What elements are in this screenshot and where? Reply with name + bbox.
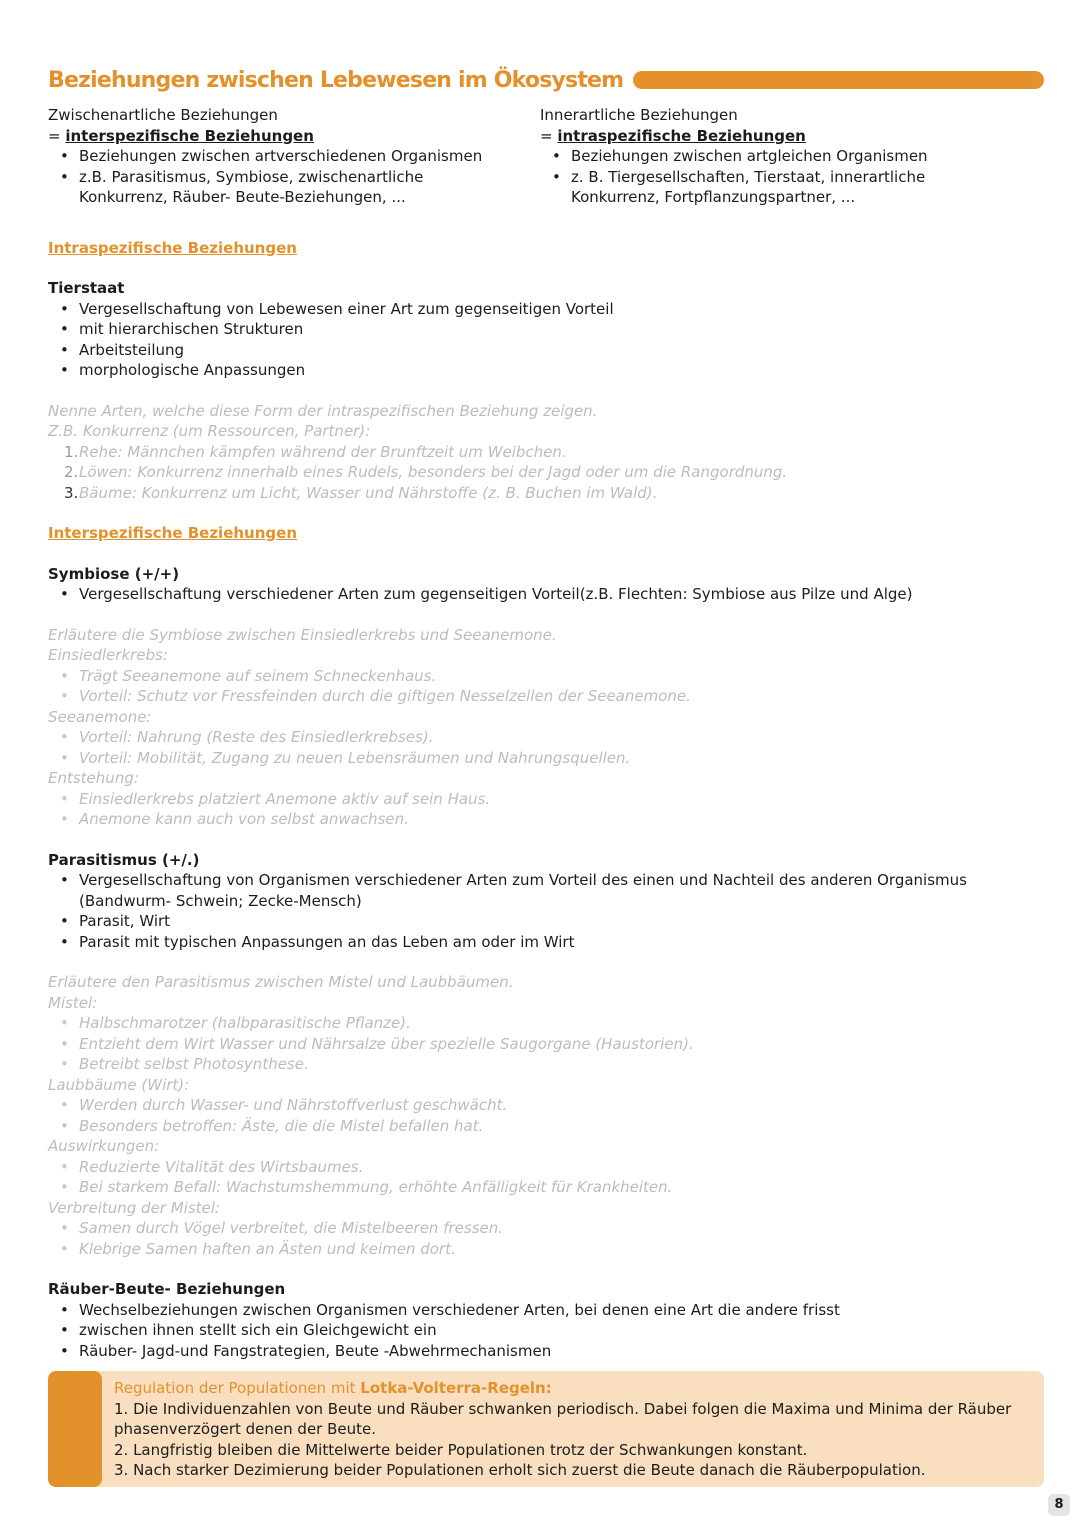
right-col-term-line <box>540 126 1032 147</box>
subheading: Auswirkungen: <box>48 1137 160 1155</box>
list-item: • Anemone kann auch von selbst anwachsen. <box>79 809 1044 830</box>
list-item <box>64 442 1044 463</box>
list-item: • Vorteil: Nahrung (Reste des Einsiedlerkrebses). <box>79 727 1044 748</box>
item-number: 2. <box>64 463 79 481</box>
item-text: Bäume: Konkurrenz um Licht, Wasser und Nährstoffe (z. B. Buchen im Wald). <box>79 483 658 502</box>
subheading: Entstehung: <box>48 769 139 787</box>
list-item: • Vergesellschaftung von Organismen verschiedener Arten zum Vorteil des einen und Nachteil des anderen Organismus <box>79 870 1044 891</box>
subheading: Laubbäume (Wirt): <box>48 1075 190 1094</box>
left-column <box>48 105 540 208</box>
list-item: • Trägt Seeanemone auf seinem Schneckenhaus. <box>79 666 1044 687</box>
heading-symbiose: Symbiose (+/+) <box>48 564 180 583</box>
list-item-continuation: Konkurrenz, Fortpflanzungspartner, ... <box>571 188 856 206</box>
rule-1-continuation: phasenverzögert denen der Beute. <box>114 1420 377 1438</box>
subheading: Seeanemone: <box>48 707 152 726</box>
heading-parasitismus: Parasitismus (+/.) <box>48 850 200 869</box>
answer-list <box>48 1157 1044 1198</box>
lotka-volterra-box <box>48 1371 1044 1487</box>
subheading: Mistel: <box>48 993 98 1012</box>
list-item: • Besonders betroffen: Äste, die die Mistel befallen hat. <box>79 1116 1044 1137</box>
list-item: • Klebrige Samen haften an Ästen und keimen dort. <box>79 1239 1044 1260</box>
right-col-term: intraspezifische Beziehungen <box>557 126 806 145</box>
left-col-eq: = <box>48 126 66 145</box>
list-item: • Vergesellschaftung von Lebewesen einer Art zum gegenseitigen Vorteil <box>79 299 1044 320</box>
left-col-list <box>48 146 540 208</box>
right-col-eq: = <box>540 126 558 145</box>
list-item-continuation: Konkurrenz, Räuber- Beute-Beziehungen, ... <box>79 188 406 206</box>
list-item: • Samen durch Vögel verbreitet, die Mistelbeeren fressen. <box>79 1218 1044 1239</box>
item-text: Löwen: Konkurrenz innerhalb eines Rudels, besonders bei der Jagd oder um die Rangordnung. <box>79 463 788 481</box>
list-item: • morphologische Anpassungen <box>79 360 1044 381</box>
list-item <box>64 483 1044 504</box>
right-column <box>540 105 1032 208</box>
answer-numbered-list <box>48 442 1044 504</box>
list-item: • Beziehungen zwischen artgleichen Organismen <box>571 146 1032 167</box>
comparison-columns <box>48 105 1044 208</box>
rule-1: 1. Die Individuenzahlen von Beute und Räuber schwanken periodisch. Dabei folgen die Maxima und Minima der Räuber <box>114 1399 1012 1418</box>
page-number: 8 <box>1048 1494 1070 1516</box>
subheading: Einsiedlerkrebs: <box>48 646 168 664</box>
right-col-title: Innerartliche Beziehungen <box>540 106 738 124</box>
box-lead: Regulation der Populationen mit <box>114 1379 361 1397</box>
parasitismus-list <box>48 870 1044 952</box>
list-item: • Betreibt selbst Photosynthese. <box>79 1054 1044 1075</box>
item-number: 3. <box>64 483 79 502</box>
list-item: • Werden durch Wasser- und Nährstoffverlust geschwächt. <box>79 1095 1044 1116</box>
section-inter: Interspezifische Beziehungen <box>48 524 298 542</box>
title-decoration-bar <box>633 71 1044 89</box>
tierstaat-list <box>48 299 1044 381</box>
answer-intro: Z.B. Konkurrenz (um Ressourcen, Partner): <box>48 422 371 440</box>
list-item: • z. B. Tiergesellschaften, Tierstaat, innerartliche <box>571 167 1032 188</box>
answer-list <box>48 789 1044 830</box>
list-item: • Räuber- Jagd-und Fangstrategien, Beute -Abwehrmechanismen <box>79 1341 1044 1362</box>
box-term: Lotka-Volterra-Regeln: <box>360 1379 552 1397</box>
list-item: • mit hierarchischen Strukturen <box>79 319 1044 340</box>
list-item: • Parasit, Wirt <box>79 911 1044 932</box>
list-item: • Vorteil: Mobilität, Zugang zu neuen Lebensräumen und Nahrungsquellen. <box>79 748 1044 769</box>
box-heading <box>114 1378 1032 1399</box>
list-item: • Vorteil: Schutz vor Fressfeinden durch die giftigen Nesselzellen der Seeanemone. <box>79 686 1044 707</box>
answer-list <box>48 666 1044 707</box>
raeuber-beute-list <box>48 1300 1044 1362</box>
answer-list <box>48 1218 1044 1259</box>
worksheet-page <box>48 62 1044 1361</box>
list-item: • Reduzierte Vitalität des Wirtsbaumes. <box>79 1157 1044 1178</box>
box-text <box>114 1378 1032 1481</box>
list-item: • Halbschmarotzer (halbparasitische Pflanze). <box>79 1013 1044 1034</box>
list-item: • Wechselbeziehungen zwischen Organismen verschiedener Arten, bei denen eine Art die andere frisst <box>79 1300 1044 1321</box>
answer-parasitismus <box>48 972 1044 1259</box>
question-text: Nenne Arten, welche diese Form der intraspezifischen Beziehung zeigen. <box>48 401 598 420</box>
section-intra: Intraspezifische Beziehungen <box>48 238 297 257</box>
answer-intra <box>48 401 1044 504</box>
subheading: Verbreitung der Mistel: <box>48 1198 220 1217</box>
question-text: Erläutere die Symbiose zwischen Einsiedlerkrebs und Seeanemone. <box>48 625 557 644</box>
list-item: • zwischen ihnen stellt sich ein Gleichgewicht ein <box>79 1320 1044 1341</box>
answer-list <box>48 1095 1044 1136</box>
left-col-title: Zwischenartliche Beziehungen <box>48 106 278 124</box>
title-row <box>48 62 1044 98</box>
answer-list <box>48 1013 1044 1075</box>
page-title: Beziehungen zwischen Lebewesen im Ökosystem <box>48 67 624 93</box>
answer-list <box>48 727 1044 768</box>
item-text: Rehe: Männchen kämpfen während der Brunftzeit um Weibchen. <box>79 442 567 461</box>
list-item: • Einsiedlerkrebs platziert Anemone aktiv auf sein Haus. <box>79 789 1044 810</box>
left-col-term-line <box>48 126 540 147</box>
list-item: • Vergesellschaftung verschiedener Arten zum gegenseitigen Vorteil(z.B. Flechten: Symbiose aus Pilze und Alge) <box>79 584 1044 605</box>
rule-2: 2. Langfristig bleiben die Mittelwerte beider Populationen trotz der Schwankungen konstant. <box>114 1440 808 1459</box>
box-accent-tab <box>48 1371 102 1487</box>
list-item: • Bei starkem Befall: Wachstumshemmung, erhöhte Anfälligkeit für Krankheiten. <box>79 1177 1044 1198</box>
list-item-continuation: (Bandwurm- Schwein; Zecke-Mensch) <box>79 891 362 910</box>
heading-tierstaat: Tierstaat <box>48 279 125 297</box>
left-col-term: interspezifische Beziehungen <box>65 126 314 145</box>
rule-3: 3. Nach starker Dezimierung beider Populationen erholt sich zuerst die Beute danach die Räuberpopulation. <box>114 1461 926 1479</box>
answer-symbiose <box>48 625 1044 830</box>
list-item: • Arbeitsteilung <box>79 340 1044 361</box>
list-item: • Entzieht dem Wirt Wasser und Nährsalze über spezielle Saugorgane (Haustorien). <box>79 1034 1044 1055</box>
question-text: Erläutere den Parasitismus zwischen Mistel und Laubbäumen. <box>48 973 514 991</box>
symbiose-list <box>48 584 1044 605</box>
right-col-list <box>540 146 1032 208</box>
list-item: • z.B. Parasitismus, Symbiose, zwischenartliche <box>79 167 540 188</box>
list-item <box>64 462 1044 483</box>
list-item: • Parasit mit typischen Anpassungen an das Leben am oder im Wirt <box>79 932 1044 953</box>
item-number: 1. <box>64 442 79 461</box>
heading-raeuber-beute: Räuber-Beute- Beziehungen <box>48 1280 286 1298</box>
list-item: • Beziehungen zwischen artverschiedenen Organismen <box>79 146 540 167</box>
